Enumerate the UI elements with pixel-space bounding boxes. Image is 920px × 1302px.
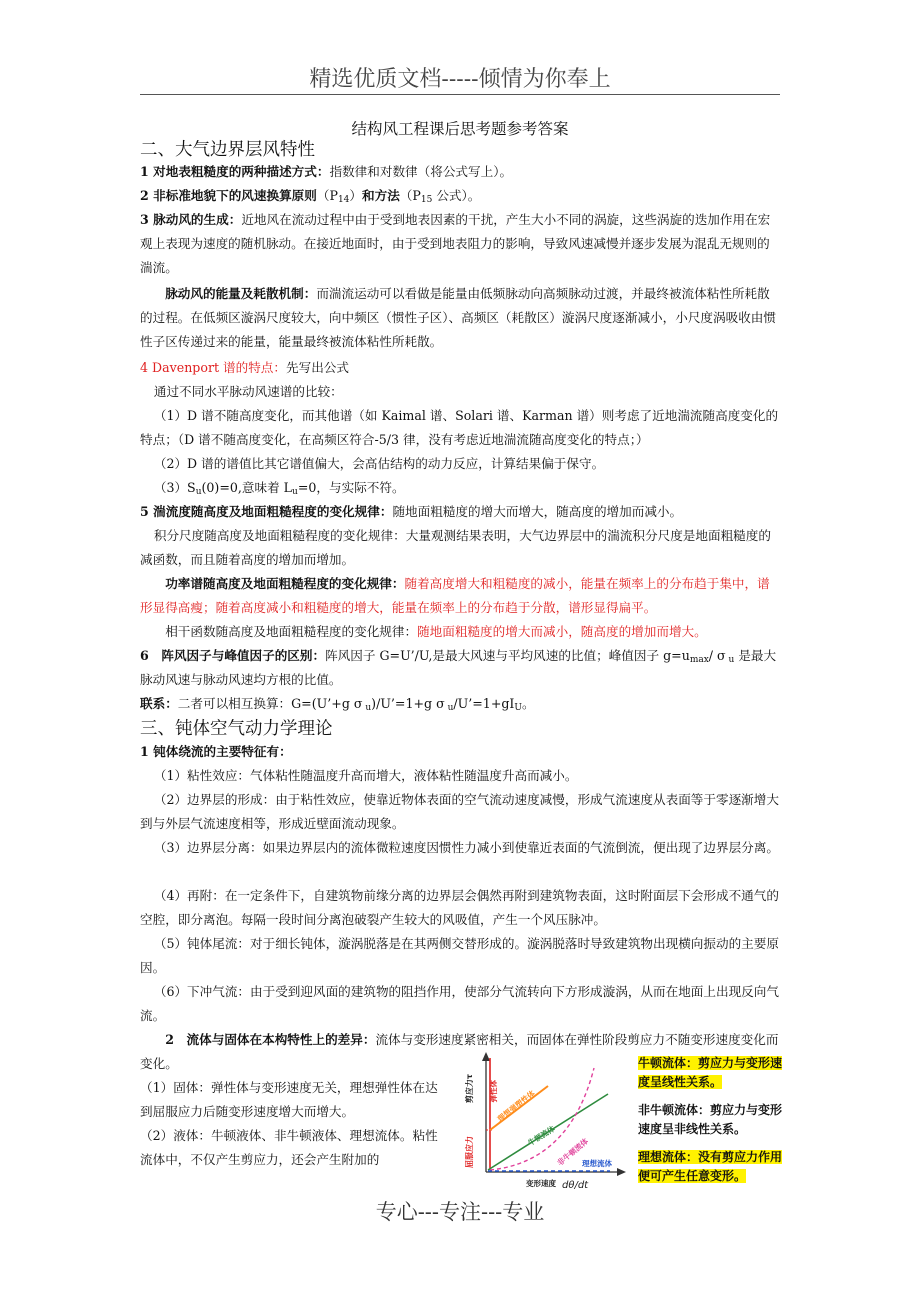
b2a-paragraph: （1）固体：弹性体与变形速度无关，理想弹性体在达到屈服应力后随变形速度增大而增大。 xyxy=(140,1080,438,1120)
q5-paragraph xyxy=(140,500,782,524)
q4d-paragraph: $(3)S_u(0)=0$,意味着 $L_u=0$，与实际不符。 xyxy=(153,480,405,497)
constitutive-figure xyxy=(460,1050,630,1192)
q1-lead: 1 对地表粗糙度的两种描述方式： xyxy=(140,164,330,179)
q6b-paragraph: 联系：二者可以相互换算：G=(U’+g σ $_u$)/U’=1+g σ $_u/U’=1+gI_U$。 xyxy=(140,696,535,713)
yield-stress-label: 屈服应力 xyxy=(465,1136,474,1168)
legend-non-newtonian: 非牛顿流体：剪应力与变形速度呈非线性关系。 xyxy=(638,1103,783,1136)
q1-paragraph xyxy=(140,160,782,184)
q5c-body: 随着高度增大和粗糙度的减小，能量在频率上的分布趋于集中，谱形显得高瘦；随着高度减小和粗糙度的增大，能量在频率上的分布趋于分散，谱形显得扁平。 xyxy=(140,576,770,616)
q6-lead: 6 阵风因子与峰值因子的区别： xyxy=(140,648,326,663)
q4-lead: 4 Davenport 谱的特点： xyxy=(140,360,286,375)
q3b-paragraph xyxy=(140,282,782,355)
non-newtonian-label: 非牛顿流体 xyxy=(555,1136,591,1168)
page-header: 精选优质文档-----倾情为你奉上 xyxy=(309,67,611,92)
q5b-paragraph: 积分尺度随高度及地面粗糙程度的变化规律：大量观测结果表明，大气边界层中的湍流积分尺度是地面粗糙度的减函数，而且随着高度的增加而增加。 xyxy=(140,528,771,568)
q3-paragraph xyxy=(140,208,782,281)
q4-body: 先写出公式 xyxy=(286,360,349,375)
document-title: 结构风工程课后思考题参考答案 xyxy=(351,120,569,138)
elastic-label: 弹性体 xyxy=(489,1080,498,1103)
newtonian-label: 牛顿流体 xyxy=(526,1124,557,1148)
b1a-paragraph: （1）粘性效应：气体粘性随温度升高而增大，液体粘性随温度升高而减小。 xyxy=(153,768,578,783)
q4b-paragraph: （1）D 谱不随高度变化，而其他谱（如 Kaimal 谱、Solari 谱、Karman 谱）则考虑了近地湍流随高度变化的特点；（D 谱不随高度变化，在高频区符合-5/3 律，没有考虑近地湍流随高度变化的特点；） xyxy=(140,408,779,448)
b2b-paragraph: （2）液体：牛顿液体、非牛顿液体、理想流体。粘性流体中，不仅产生剪应力，还会产生附加的 xyxy=(140,1128,438,1168)
q5-lead: 5 湍流度随高度及地面粗糙程度的变化规律： xyxy=(140,504,393,519)
ideal-fluid-label: 理想流体 xyxy=(582,1159,612,1168)
x-axis-formula: dθ/dt xyxy=(562,1180,589,1191)
b1f-paragraph: （6）下冲气流：由于受到迎风面的建筑物的阻挡作用，使部分气流转向下方形成漩涡，从而在地面上出现反向气流。 xyxy=(140,984,779,1024)
legend-ideal-fluid: 理想流体：没有剪应力作用便可产生任意变形。 xyxy=(638,1150,783,1183)
b1c-paragraph: （3）边界层分离：如果边界层内的流体微粒速度因惯性力减小到使靠近表面的气流倒流，便出现了边界层分离。 xyxy=(153,840,779,855)
q1-body: 指数律和对数律（将公式写上）。 xyxy=(329,164,513,179)
q3b-body: 而湍流运动可以看做是能量由低频脉动向高频脉动过渡，并最终被流体粘性所耗散的过程。在低频区漩涡尺度较大，向中频区（惯性子区）、高频区（耗散区）漩涡尺度逐渐减小，小尺度涡吸收由惯性子区传递过来的能量，能量最终被流体粘性所耗散。 xyxy=(140,286,776,350)
section-heading-3: 三、钝体空气动力学理论 xyxy=(140,719,333,739)
q3-body: 近地风在流动过程中由于受到地表因素的干扰，产生大小不同的涡旋，这些涡旋的迭加作用在宏观上表现为速度的随机脉动。在接近地面时，由于受到地表阻力的影响，导致风速减慢并逐步发展为混乱无规则的湍流。 xyxy=(140,212,771,276)
q5d-body: 随地面粗糙度的增大而减小，随高度的增加而增大。 xyxy=(417,624,707,639)
q5d-paragraph xyxy=(140,620,782,644)
y-axis-arrow xyxy=(482,1052,490,1061)
q4a-paragraph: 通过不同水平脉动风速谱的比较： xyxy=(153,384,343,399)
q5d-lead: 相干函数随高度及地面粗糙程度的变化规律： xyxy=(165,624,418,639)
b2-body: 流体与变形速度紧密相关，而固体在弹性阶段剪应力不随变形速度变化而变化。 xyxy=(140,1032,779,1072)
q3b-lead: 脉动风的能量及耗散机制： xyxy=(165,286,317,301)
q4-paragraph xyxy=(140,356,782,380)
q6b-lead: 联系： xyxy=(140,696,178,711)
x-axis-label: 变形速度 xyxy=(526,1179,556,1188)
header-divider xyxy=(140,94,780,95)
section-heading-2: 二、大气边界层风特性 xyxy=(140,140,315,160)
q5c-lead: 功率谱随高度及地面粗糙程度的变化规律： xyxy=(165,576,405,591)
q6-paragraph: 6 阵风因子与峰值因子的区别：阵风因子 G=U’/U,是最大风速与平均风速的比值；峰值因子 $g=u_{max}/$ σ $_u$ 是最大脉动风速与脉动风速均方根的比值。 xyxy=(140,648,777,688)
b1-heading: 1 钝体绕流的主要特征有： xyxy=(140,744,292,759)
ideal-plastic-label: 理想弹塑性体 xyxy=(495,1088,537,1124)
q5c-paragraph xyxy=(140,572,782,620)
q2-lead: 2 非标准地貌下的风速换算原则 xyxy=(140,188,317,203)
q2-lead2: 和方法 xyxy=(362,188,400,203)
b1e-paragraph: （5）钝体尾流：对于细长钝体，漩涡脱落是在其两侧交替形成的。漩涡脱落时导致建筑物出现横向振动的主要原因。 xyxy=(140,936,779,976)
x-axis-arrow xyxy=(617,1168,626,1176)
b2-lead: 2 流体与固体在本构特性上的差异： xyxy=(165,1032,376,1047)
q2-paragraph: 2 非标准地貌下的风速换算原则$(P_{14})$和方法（$P_{15}$ 公式）。 xyxy=(140,188,481,205)
q4c-paragraph: （2）D 谱的谱值比其它谱值偏大，会高估结构的动力反应，计算结果偏于保守。 xyxy=(153,456,605,471)
page-footer: 专心---专注---专业 xyxy=(375,1200,545,1224)
b1b-paragraph: （2）边界层的形成：由于粘性效应，使靠近物体表面的空气流动速度减慢，形成气流速度从表面等于零逐渐增大到与外层气流速度相等，形成近壁面流动现象。 xyxy=(140,792,779,832)
legend-newtonian: 牛顿流体：剪应力与变形速度呈线性关系。 xyxy=(638,1056,783,1089)
b1d-paragraph: （4）再附：在一定条件下，自建筑物前缘分离的边界层会偶然再附到建筑物表面，这时附面层下会形成不通气的空腔，即分离泡。每隔一段时间分离泡破裂产生较大的风吸值，产生一个风压脉冲。 xyxy=(140,888,779,928)
q3-lead: 3 脉动风的生成： xyxy=(140,212,242,227)
y-axis-label: 剪应力τ xyxy=(465,1074,474,1104)
q5-body: 随地面粗糙度的增大而增大，随高度的增加而减小。 xyxy=(392,504,683,519)
